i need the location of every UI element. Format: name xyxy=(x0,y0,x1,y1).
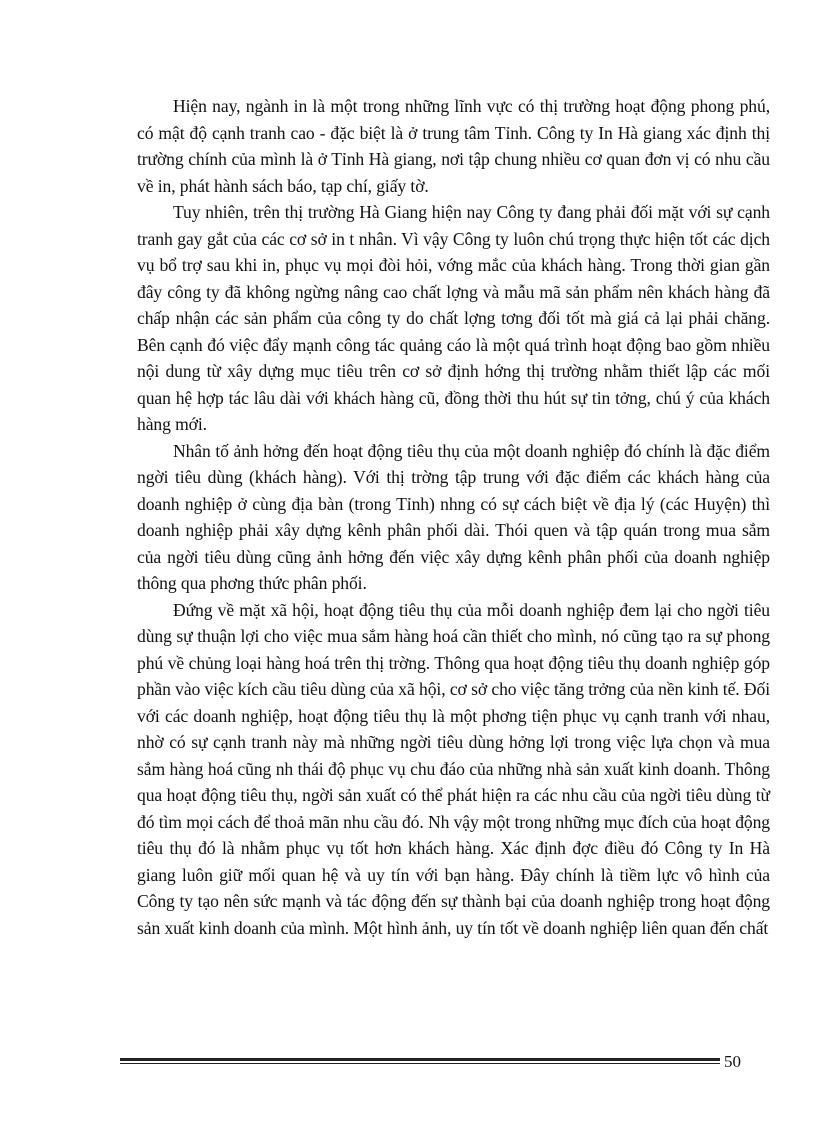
page-footer xyxy=(120,1052,772,1072)
paragraph: Nhân tố ảnh hởng đến hoạt động tiêu thụ của một doanh nghiệp đó chính là đặc điểm ngời tiêu dùng (khách hàng). Với thị trờng tập trung với đặc điểm các khách hàng của doanh nghiệp ở cùng địa bàn (trong Tỉnh) nhng có sự cách biệt về địa lý (các Huyện) thì doanh nghiệp phải xây dựng kênh phân phối dài. Thói quen và tập quán trong mua sắm của ngời tiêu dùng cũng ảnh hởng đến việc xây dựng kênh phân phối của doanh nghiệp thông qua phơng thức phân phối. xyxy=(137,440,770,593)
paragraph: Hiện nay, ngành in là một trong những lĩnh vực có thị trường hoạt động phong phú, có mật độ cạnh tranh cao - đặc biệt là ở trung tâm Tỉnh. Công ty In Hà giang xác định thị trường chính của mình là ở Tỉnh Hà giang, nơi tập chung nhiều cơ quan đơn vị có nhu cầu về in, phát hành sách báo, tạp chí, giấy tờ. xyxy=(137,96,770,196)
paragraph: Tuy nhiên, trên thị trường Hà Giang hiện nay Công ty đang phải đối mặt với sự cạnh tranh gay gắt của các cơ sở in t nhân. Vì vậy Công ty luôn chú trọng thực hiện tốt các dịch vụ bổ trợ sau khi in, phục vụ mọi đòi hỏi, vớng mắc của khách hàng. Trong thời gian gần đây công ty đã không ngừng nâng cao chất lợng và mẫu mã sản phẩm nên khách hàng đã chấp nhận các sản phẩm của công ty do chất lợng tơng đối tốt mà giá cả lại phải chăng. Bên cạnh đó việc đẩy mạnh công tác quảng cáo là một quá trình hoạt động bao gồm nhiều nội dung từ xây dựng mục tiêu trên cơ sở định hớng thị trường nhằm thiết lập các mối quan hệ hợp tác lâu dài với khách hàng cũ, đồng thời thu hút sự tin tởng, chú ý của khách hàng mới. xyxy=(137,202,770,434)
footer-divider xyxy=(120,1058,720,1065)
page-body xyxy=(137,93,770,941)
paragraph: Đứng về mặt xã hội, hoạt động tiêu thụ của mỗi doanh nghiệp đem lại cho ngời tiêu dùng sự thuận lợi cho việc mua sắm hàng hoá cần thiết cho mình, nó cũng tạo ra sự phong phú về chủng loại hàng hoá trên thị trờng. Thông qua hoạt động tiêu thụ doanh nghiệp góp phần vào việc kích cầu tiêu dùng của xã hội, cơ sở cho việc tăng trởng của nền kinh tế. Đối với các doanh nghiệp, hoạt động tiêu thụ là một phơng tiện phục vụ cạnh tranh với nhau, nhờ có sự cạnh tranh này mà những ngời tiêu dùng hởng lợi trong việc lựa chọn và mua sắm hàng hoá cũng nh thái độ phục vụ chu đáo của những nhà sản xuất kinh doanh. Thông qua hoạt động tiêu thụ, ngời sản xuất có thể phát hiện ra các nhu cầu của ngời tiêu dùng từ đó tìm mọi cách để thoả mãn nhu cầu đó. Nh vậy một trong những mục đích của hoạt động tiêu thụ đó là nhằm phục vụ tốt hơn khách hàng. Xác định đợc điều đó Công ty In Hà giang luôn giữ mối quan hệ và uy tín với bạn hàng. Đây chính là tiềm lực vô hình của Công ty tạo nên sức mạnh và tác động đến sự thành bại của doanh nghiệp trong hoạt động sản xuất kinh doanh của mình. Một hình ảnh, uy tín tốt về doanh nghiệp liên quan đến chất xyxy=(137,599,770,938)
page-number: 50 xyxy=(724,1052,741,1071)
